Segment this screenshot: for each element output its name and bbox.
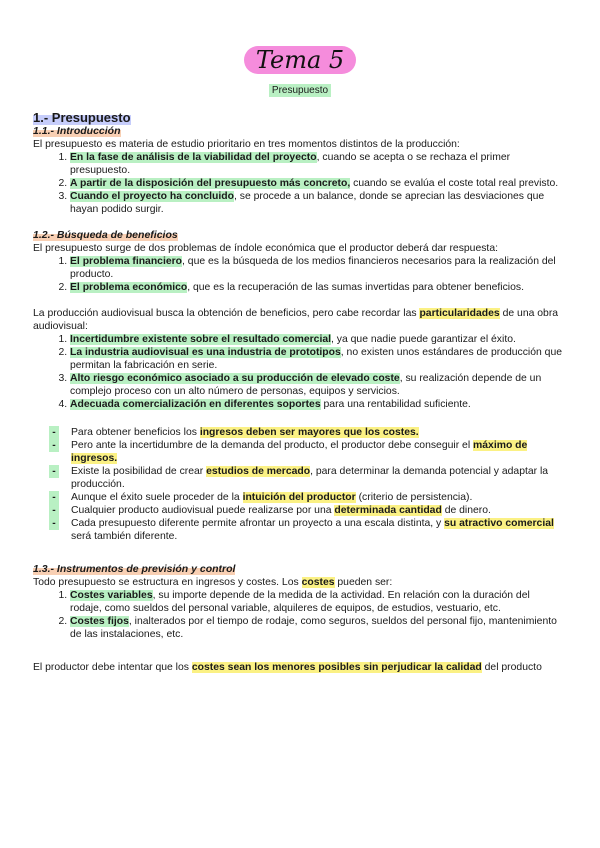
dash-marker: -: [49, 439, 59, 452]
dash-highlight: su atractivo comercial: [444, 518, 554, 529]
item-bold: Alto riesgo económico asociado a su producción de elevado coste: [70, 373, 400, 384]
item-text: , su realización depende de un complejo proceso con un alto número de personas, equipos y servicios.: [70, 373, 542, 397]
item-bold: La industria audiovisual es una industria de prototipos: [70, 347, 341, 358]
item-bold: El problema financiero: [70, 256, 183, 267]
dash-text: Para obtener beneficios los: [71, 427, 200, 438]
moments-list: [33, 151, 563, 216]
dash-highlight: máximo de ingresos.: [71, 440, 528, 464]
item-bold: Incertidumbre existente sobre el resultado comercial: [70, 334, 332, 345]
item-text: , ya que nadie puede garantizar el éxito.: [331, 334, 516, 345]
dash-text: Existe la posibilidad de crear: [71, 466, 207, 477]
dash-highlight: estudios de mercado: [206, 466, 311, 477]
item-text: , se procede a un balance, donde se aprecian las desviaciones que hayan podido surgir.: [70, 191, 545, 215]
item-text: para una rentabilidad suficiente.: [320, 399, 471, 410]
list-item: [70, 151, 563, 177]
page-title: Tema 5: [244, 46, 356, 74]
subsection-heading-instruments: [33, 563, 563, 576]
dash-text: Cada presupuesto diferente permite afrontar un proyecto a una escala distinta, y: [71, 518, 445, 529]
list-item: [70, 615, 563, 641]
dash-highlight: determinada cantidad: [334, 505, 442, 516]
subtitle-container: [0, 80, 600, 98]
item-text: cuando se evalúa el coste total real previsto.: [350, 178, 559, 189]
dash-highlight: ingresos deben ser mayores que los costes.: [199, 427, 419, 438]
section-heading-text: 1.- Presupuesto: [33, 110, 131, 125]
benefits-intro: El presupuesto surge de dos problemas de índole económica que el productor deberá dar respuesta:: [33, 243, 498, 254]
list-item: [70, 346, 563, 372]
item-bold: Costes variables: [70, 590, 153, 601]
subsection-heading-intro: [33, 125, 563, 138]
item-text: , su importe depende de la medida de la actividad. En relación con la duración del rodaje, como sueldos del personal variable, alquileres de equipos, de estudios, vestuario, etc.: [70, 590, 530, 614]
item-bold: A partir de la disposición del presupuesto más concreto,: [70, 178, 351, 189]
dash-text: será también diferente.: [71, 531, 178, 542]
dash-marker: -: [49, 465, 59, 478]
costs-intro: [33, 576, 563, 589]
list-item: [70, 255, 563, 281]
para-text: La producción audiovisual busca la obtención de beneficios, pero cabe recordar las: [33, 308, 420, 319]
particularities-paragraph: [33, 307, 563, 333]
dash-text: Pero ante la incertidumbre de la demanda del producto, el productor debe conseguir el: [71, 440, 474, 451]
item-bold: Cuando el proyecto ha concluido: [70, 191, 234, 202]
list-item: [70, 190, 563, 216]
particularities-list: [33, 333, 563, 411]
list-item: [70, 281, 563, 294]
list-item: [70, 589, 563, 615]
item-bold: Costes fijos: [70, 616, 129, 627]
para-highlight: particularidades: [419, 308, 500, 319]
para-text: de una obra audiovisual:: [33, 308, 559, 332]
dash-item: [49, 491, 563, 504]
dash-text: Cualquier producto audiovisual puede realizarse por una: [71, 505, 335, 516]
dash-item: [49, 426, 563, 439]
subsection-heading-benefits: [33, 229, 563, 242]
item-bold: El problema económico: [70, 282, 188, 293]
dash-marker: -: [49, 504, 59, 517]
subsection-heading-text: 1.3.- Instrumentos de previsión y control: [33, 563, 236, 575]
para-highlight: costes sean los menores posibles sin perjudicar la calidad: [191, 662, 482, 673]
item-bold: En la fase de análisis de la viabilidad del proyecto: [70, 152, 317, 163]
dash-text: Aunque el éxito suele proceder de la: [71, 492, 243, 503]
para-text: del producto: [481, 662, 542, 673]
list-item: [70, 177, 563, 190]
subsection-heading-text: 1.1.- Introducción: [33, 125, 121, 137]
para-highlight: costes: [301, 577, 335, 588]
dash-item: [49, 504, 563, 517]
title-container: [0, 46, 600, 74]
intro-paragraph: El presupuesto es materia de estudio prioritario en tres momentos distintos de la producción:: [33, 139, 460, 150]
para-text: El productor debe intentar que los: [33, 662, 192, 673]
costs-list: [33, 589, 563, 641]
dash-list: [33, 426, 563, 543]
list-item: [70, 372, 563, 398]
dash-item: [49, 517, 563, 543]
para-text: Todo presupuesto se estructura en ingresos y costes. Los: [33, 577, 302, 588]
dash-text: (criterio de persistencia).: [355, 492, 473, 503]
subsection-heading-text: 1.2.- Búsqueda de beneficios: [33, 229, 178, 241]
dash-item: [49, 465, 563, 491]
item-bold: Adecuada comercialización en diferentes soportes: [70, 399, 321, 410]
dash-text: de dinero.: [441, 505, 491, 516]
list-item: [70, 333, 563, 346]
item-text: , que es la recuperación de las sumas invertidas para obtener beneficios.: [187, 282, 524, 293]
para-text: pueden ser:: [334, 577, 393, 588]
page-subtitle: Presupuesto: [269, 84, 331, 97]
problems-list: [33, 255, 563, 294]
item-text: , que es la búsqueda de los medios financieros necesarios para la realización del producto.: [70, 256, 556, 280]
list-item: [70, 398, 563, 411]
final-paragraph: [33, 661, 563, 674]
dash-item: [49, 439, 563, 465]
dash-marker: -: [49, 517, 59, 530]
item-text: , no existen unos estándares de producción que permitan la fabricación en serie.: [70, 347, 563, 371]
dash-highlight: intuición del productor: [242, 492, 356, 503]
document-body: [33, 110, 563, 674]
item-text: , inalterados por el tiempo de rodaje, como seguros, sueldos del personal fijo, mantenimiento de las instalaciones, etc.: [70, 616, 557, 640]
dash-marker: -: [49, 426, 59, 439]
section-heading: [33, 110, 563, 125]
item-text: , cuando se acepta o se rechaza el primer presupuesto.: [70, 152, 511, 176]
dash-text: , para determinar la demanda potencial y adaptar la producción.: [71, 466, 549, 490]
dash-marker: -: [49, 491, 59, 504]
